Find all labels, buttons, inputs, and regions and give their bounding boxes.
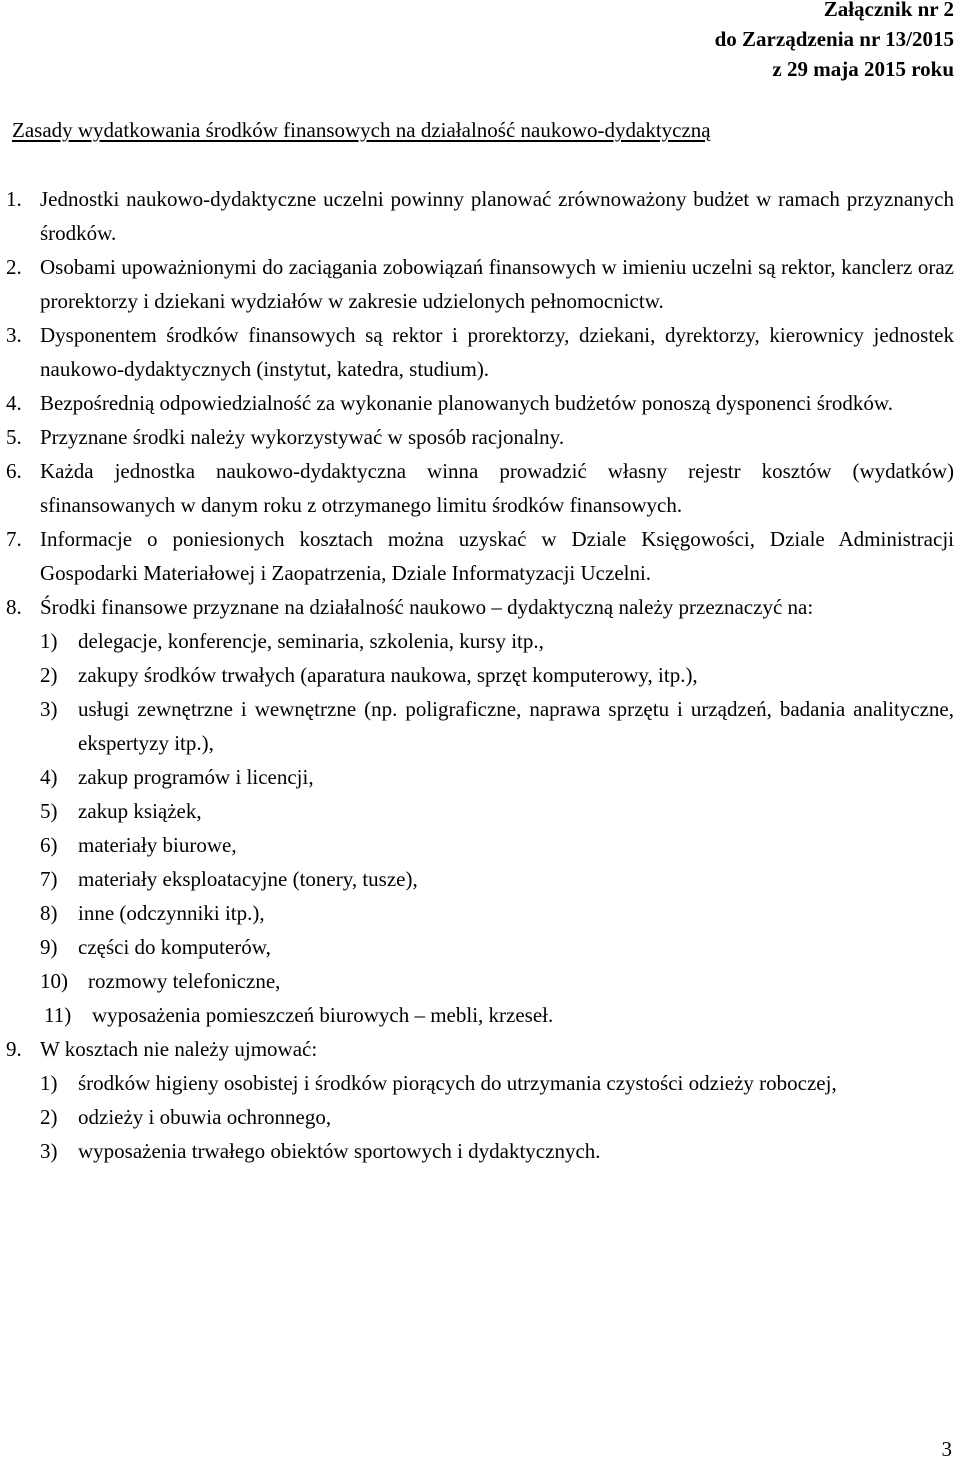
subitem-number: 4) [40,765,58,789]
subitem-text: wyposażenia pomieszczeń biurowych – mebli, krzeseł. [92,1003,554,1027]
sublist-item [40,1100,954,1134]
list-item [6,1032,954,1168]
item-text: Informacje o poniesionych kosztach można uzyskać w Dziale Księgowości, Dziale Administracji Gospodarki Materiałowej i Zaopatrzenia, Dziale Informatyzacji Uczelni. [40,527,954,585]
subitem-text: materiały eksploatacyjne (tonery, tusze), [78,867,418,891]
list-item [6,454,954,522]
header-line-order: do Zarządzenia nr 13/2015 [714,27,954,51]
item-number: 5. [6,425,22,449]
subitem-number: 9) [40,935,58,959]
subitem-text: zakupy środków trwałych (aparatura naukowa, sprzęt komputerowy, itp.), [78,663,698,687]
list-item [6,522,954,590]
sublist-excluded-costs [40,1066,954,1168]
item-number: 8. [6,595,22,619]
item-text: Jednostki naukowo-dydaktyczne uczelni powinny planować zrównoważony budżet w ramach przyznanych środków. [40,187,954,245]
sublist-item [40,624,954,658]
subitem-number: 3) [40,1139,58,1163]
subitem-number: 11) [44,1003,72,1027]
subitem-text: odzieży i obuwia ochronnego, [78,1105,332,1129]
item-number: 7. [6,527,22,551]
sublist-item [40,658,954,692]
subitem-text: materiały biurowe, [78,833,237,857]
sublist-item [40,964,954,998]
sublist-allowed-costs [40,624,954,1032]
subitem-text: wyposażenia trwałego obiektów sportowych i dydaktycznych. [78,1139,601,1163]
sublist-item [40,862,954,896]
subitem-number: 2) [40,1105,58,1129]
subitem-number: 1) [40,1071,58,1095]
rules-list [6,182,954,1168]
sublist-item [40,1066,954,1100]
list-item [6,590,954,1032]
subitem-number: 10) [40,969,68,993]
subitem-number: 7) [40,867,58,891]
sublist-item [40,794,954,828]
subitem-text: części do komputerów, [78,935,271,959]
sublist-item [40,896,954,930]
subitem-text: środków higieny osobistej i środków piorących do utrzymania czystości odzieży roboczej, [78,1071,837,1095]
item-number: 9. [6,1037,22,1061]
subitem-number: 5) [40,799,58,823]
item-text: Środki finansowe przyznane na działalność naukowo – dydaktyczną należy przeznaczyć na: [40,595,814,619]
subitem-text: inne (odczynniki itp.), [78,901,265,925]
header-line-date: z 29 maja 2015 roku [772,57,954,81]
item-number: 6. [6,459,22,483]
sublist-item [40,930,954,964]
item-number: 3. [6,323,22,347]
sublist-item [40,692,954,760]
item-number: 2. [6,255,22,279]
item-text: Bezpośrednią odpowiedzialność za wykonanie planowanych budżetów ponoszą dysponenci środków. [40,391,893,415]
header-line-annex: Załącznik nr 2 [823,0,954,21]
subitem-number: 2) [40,663,58,687]
page-number: 3 [941,1437,952,1461]
sublist-item [40,828,954,862]
item-text: Przyznane środki należy wykorzystywać w sposób racjonalny. [40,425,565,449]
item-text: Osobami upoważnionymi do zaciągania zobowiązań finansowych w imieniu uczelni są rektor, kanclerz oraz prorektorzy i dziekani wydziałów w zakresie udzielonych pełnomocnictw. [40,255,954,313]
list-item [6,250,954,318]
subitem-number: 1) [40,629,58,653]
subitem-number: 8) [40,901,58,925]
item-number: 1. [6,187,22,211]
subitem-number: 6) [40,833,58,857]
item-number: 4. [6,391,22,415]
document-title: Zasady wydatkowania środków finansowych na działalność naukowo-dydaktyczną [12,118,711,142]
subitem-text: zakup książek, [78,799,202,823]
item-text: Każda jednostka naukowo-dydaktyczna winna prowadzić własny rejestr kosztów (wydatków) sfinansowanych w danym roku z otrzymanego limitu środków finansowych. [40,459,954,517]
item-text: W kosztach nie należy ujmować: [40,1037,318,1061]
item-text: Dysponentem środków finansowych są rektor i prorektorzy, dziekani, dyrektorzy, kierownicy jednostek naukowo-dydaktycznych (instytut, katedra, studium). [40,323,954,381]
subitem-text: zakup programów i licencji, [78,765,314,789]
list-item [6,182,954,250]
document-header [715,0,954,84]
list-item [6,386,954,420]
subitem-text: rozmowy telefoniczne, [88,969,281,993]
sublist-item [44,998,954,1032]
sublist-item [40,760,954,794]
subitem-text: delegacje, konferencje, seminaria, szkolenia, kursy itp., [78,629,544,653]
list-item [6,318,954,386]
subitem-text: usługi zewnętrzne i wewnętrzne (np. poligraficzne, naprawa sprzętu i urządzeń, badania analityczne, ekspertyzy itp.), [78,697,954,755]
sublist-item [40,1134,954,1168]
subitem-number: 3) [40,697,58,721]
list-item [6,420,954,454]
